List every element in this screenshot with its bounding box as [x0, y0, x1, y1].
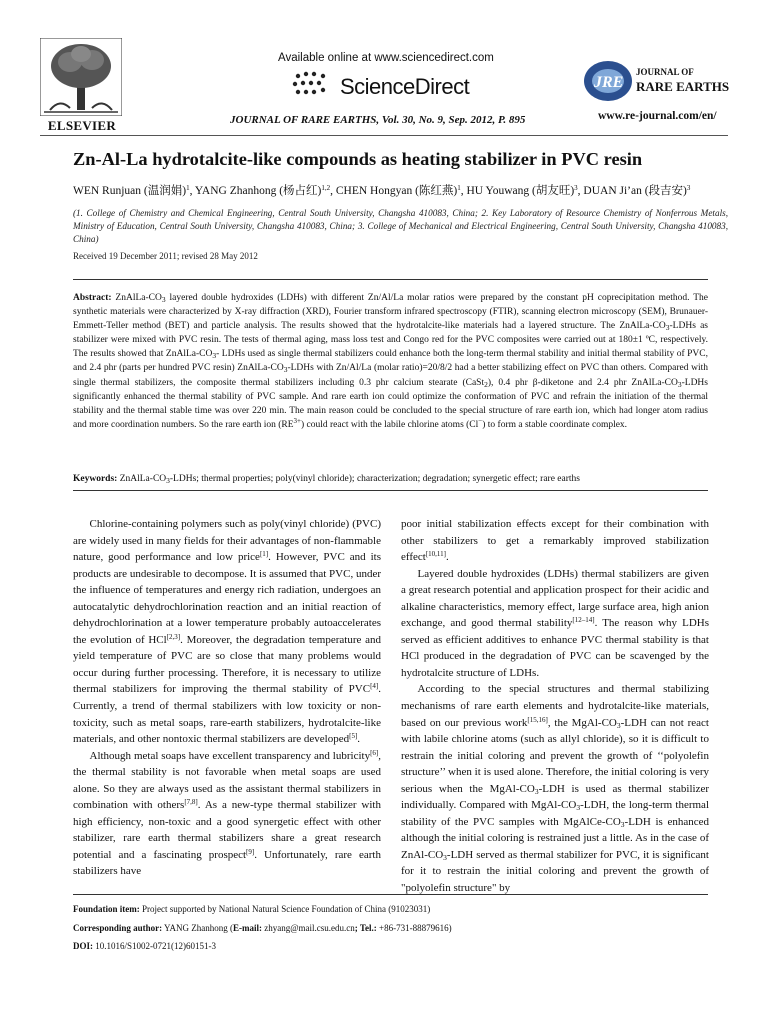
- subscript: 3: [677, 379, 682, 389]
- author-name: , CHEN Hongyan (陈红燕): [330, 185, 458, 197]
- body-paragraph: [73, 748, 381, 880]
- journal-rare-earths-logo: [582, 55, 732, 105]
- subscript: 3: [283, 365, 288, 375]
- journal-header: [0, 0, 768, 140]
- body-text: , the thermal stability is not favorable when metal soaps are used alone. So they are always used as the assistant thermal stabilizers in combination with others: [73, 749, 381, 812]
- subscript: 3: [665, 323, 670, 333]
- received-dates: Received 19 December 2011; revised 28 May 2012: [73, 251, 258, 261]
- subscript: 2: [484, 379, 488, 389]
- funding-note: [73, 900, 708, 919]
- header-divider: [40, 135, 728, 136]
- citation-ref[interactable]: [1]: [259, 550, 269, 559]
- body-text: -LDH can not react with labile chlorine atoms (such as allyl chloride), so it is difficult to restrain the initial coloring and prevent the growth of ‘‘polyolefin structure’’ when it is used alone. Therefore, the initial coloring is very serious when the MgAl-CO: [401, 716, 709, 795]
- svg-text:JRE: JRE: [594, 74, 624, 91]
- body-text: -LDH is enhanced although the initial coloring is restrained just a little. As in the case of ZnAl-CO: [401, 815, 709, 861]
- citation-ref[interactable]: [7,8]: [184, 798, 198, 807]
- abstract-text: ) could react with the labile chlorine atoms (Cl: [301, 419, 479, 430]
- abstract-text: ZnAlLa-CO: [111, 293, 162, 303]
- body-paragraph: [401, 566, 709, 682]
- author-affiliation-ref: 1,2: [321, 184, 331, 192]
- abstract-text: - LDHs used as single thermal stabilizers could enhance both the long-term thermal stability and initial thermal stability of PVC, and 2.4 phr (parts per hundred PVC resin) ZnAlLa-CO: [73, 349, 708, 374]
- body-text: . Currently, a trend of thermal stabilizers with low toxicity or non-toxicity, such as metal soaps, rare-earth stabilizers, hydrotalcite-like materials, and other nontoxic thermal stabilizers are developed: [73, 683, 381, 746]
- sciencedirect-logo-icon: [290, 68, 334, 98]
- body-column-left: [73, 516, 381, 880]
- footnote-divider: [73, 894, 708, 895]
- body-text: .: [357, 733, 361, 746]
- author-name: , YANG Zhanhong (杨占红): [189, 185, 322, 197]
- author-name: , DUAN Ji’an (段吉安): [577, 185, 687, 197]
- email-label: E-mail:: [233, 922, 263, 933]
- abstract-top-rule: [73, 279, 708, 280]
- body-text: -LDH served as thermal stabilizer for PVC, it is significant for it to restrain the initial coloring and prevent the growth of "polyolefin structure" by: [401, 848, 709, 895]
- citation-ref[interactable]: [9]: [246, 847, 255, 856]
- keywords-text: ZnAlLa-CO: [117, 474, 167, 484]
- tel-label: ; Tel.:: [354, 922, 377, 933]
- abstract-label: Abstract:: [73, 293, 112, 303]
- body-text: . Unfortunately, rare earth stabilizers have: [73, 848, 381, 878]
- body-text: Chlorine-containing polymers such as poly(vinyl chloride) (PVC) are widely used in many fields for their advantages of non-flammable nature, good performance and low price: [73, 518, 381, 564]
- body-column-right: [401, 516, 709, 897]
- author-name: WEN Runjuan (温润娟): [73, 185, 187, 197]
- subscript: 3: [443, 852, 447, 862]
- corresponding-author-note: [73, 919, 708, 938]
- body-text: .: [446, 551, 449, 564]
- author-affiliation-ref: 3: [686, 184, 691, 192]
- funding-label: Foundation item:: [73, 904, 140, 914]
- doi-note: [73, 937, 708, 956]
- author-affiliation-ref: 1: [457, 184, 461, 192]
- telephone-number: +86-731-88879616): [376, 922, 452, 933]
- doi-label: DOI:: [73, 941, 93, 951]
- body-text: . However, PVC and its products are undesirable to decompose. It is assumed that PVC, under the influence of temperatures and energy rich radiation, undergoes an autocatalytic dehydrochlorination reaction and an initial reaction of dehydrochlorination at a lower temperature probably autoaccelerates the evolution of HCl: [73, 551, 381, 646]
- journal-citation: JOURNAL OF RARE EARTHS, Vol. 30, No. 9, Sep. 2012, P. 895: [230, 114, 526, 126]
- body-paragraph: [401, 516, 709, 566]
- author-affiliation-ref: 1: [186, 184, 190, 192]
- available-online-text: Available online at www.sciencedirect.com: [278, 52, 494, 64]
- body-text: -LDH is used as thermal stabilizer individually. Compared with MgAl-CO: [401, 782, 709, 812]
- subscript: 3: [166, 476, 170, 485]
- elsevier-tree-logo: [40, 38, 122, 116]
- author-list: [73, 182, 690, 198]
- citation-ref[interactable]: [6]: [370, 748, 379, 757]
- abstract-text: ) to form a stable coordinate complex.: [482, 419, 628, 430]
- journal-logo-line1: JOURNAL OF: [636, 67, 694, 77]
- body-text: -LDH, the long-term thermal stability of the PVC samples with MgAlCe-CO: [401, 799, 709, 828]
- keywords-text: -LDHs; thermal properties; poly(vinyl chloride); characterization; degradation; synergetic effect; rare earths: [169, 474, 580, 484]
- body-text: , the MgAl-CO: [547, 716, 617, 729]
- body-paragraph: [401, 681, 709, 896]
- corresponding-author-name: YANG Zhanhong (: [162, 922, 234, 933]
- affiliations: (1. College of Chemistry and Chemical Engineering, Central South University, Changsha 410083, China; 2. Key Laboratory of Resource Chemistry of Nonferrous Metals, Ministry of Education, Central South University, Changsha 410083, China; 3. College of Mechanical and Electrical Engineering, Central South University, Changsha 410083, China): [73, 208, 728, 244]
- body-text: poor initial stabilization effects except for their combination with other stabilizers to get a remarkably improved stabilization effect: [401, 518, 709, 564]
- journal-logo-line2: RARE EARTHS: [636, 79, 730, 94]
- citation-ref[interactable]: [12–14]: [572, 616, 595, 625]
- keywords: [73, 472, 708, 486]
- subscript: 3: [576, 803, 581, 813]
- body-text: According to the special structures and thermal stabilizing mechanisms of rare earth elements and hydrotalcite-like materials, based on our previous work: [401, 683, 709, 729]
- subscript: 3: [212, 351, 217, 361]
- email-address[interactable]: zhyang@mail.csu.edu.cn: [262, 922, 355, 933]
- citation-ref[interactable]: [4]: [370, 682, 379, 691]
- body-text: Although metal soaps have excellent transparency and lubricity: [89, 749, 371, 762]
- abstract: [73, 291, 708, 432]
- abstract-text: -LDHs significantly enhanced the thermal stability of PVC sample. And rare earth ion could optimize the conformation of PVC and refrain the initiation of the thermal stability and the thermal stable time was over 220 min. The main reason could be concluded to the special structure of rare earth ion, which had longer atom radius and more coordination numbers. So the rare earth ion (RE: [73, 377, 708, 430]
- superscript: 3+: [293, 416, 301, 425]
- abstract-text: ), 0.4 phr β-diketone and 2.4 phr ZnAlLa-CO: [487, 377, 678, 388]
- subscript: 3: [161, 295, 166, 304]
- article-title: Zn-Al-La hydrotalcite-like compounds as heating stabilizer in PVC resin: [73, 149, 643, 169]
- citation-ref[interactable]: [15,16]: [527, 715, 548, 724]
- footnotes: [73, 900, 708, 956]
- corresponding-author-label: Corresponding author:: [73, 922, 163, 933]
- abstract-bottom-rule: [73, 490, 708, 491]
- subscript: 3: [620, 819, 625, 829]
- sciencedirect-wordmark: ScienceDirect: [340, 74, 470, 99]
- abstract-text: -LDHs as stabilizer were mixed with PVC resin. The tests of thermal aging, mass loss test and Congo red for the PVC composites were carried out at 180±1 ºC, respectively. The results showed that ZnAlLa-CO: [73, 321, 708, 360]
- journal-url[interactable]: www.re-journal.com/en/: [598, 110, 717, 122]
- body-text: . As a new-type thermal stabilizer with high efficiency, non-toxic and a good synergetic effect with other stabilizer, rare earth thermal stabilizers share a great research potential and a fascinating prospect: [73, 799, 381, 861]
- subscript: 3: [534, 786, 539, 796]
- abstract-text: layered double hydroxides (LDHs) with different Zn/Al/La molar ratios were prepared by the constant pH coprecipitation method. The synthetic materials were characterized by X-ray diffraction (XRD), Fourier transform infrared spectroscopy (FTIR), scanning electron microscopy (SEM), Brunauer-Emmett-Teller method (BET) and particle analysis. The results showed that the hydrotalcite-like materials had a layered structure. The ZnAlLa-CO: [73, 293, 708, 332]
- funding-text: Project supported by National Natural Science Foundation of China (91023031): [139, 904, 431, 914]
- body-text: . The reason why LDHs served as efficient additives to enhance PVC thermal stability is that HCl produced in the degradation of PVC can be scavenged by the hydrotalcite structure of LDHs.: [401, 617, 709, 679]
- citation-ref[interactable]: [2,3]: [166, 632, 181, 641]
- citation-ref[interactable]: [10,11]: [425, 550, 446, 559]
- body-paragraph: [73, 516, 381, 748]
- superscript: −: [478, 416, 483, 425]
- body-text: . Moreover, the degradation temperature and yield temperature of PVC are so close that many problems would occur during further processing. Therefore, it is necessary to utilize thermal stabilizers for improving the thermal stability of PVC: [73, 633, 381, 696]
- keywords-label: Keywords:: [73, 474, 118, 484]
- elsevier-wordmark: ELSEVIER: [47, 118, 117, 133]
- doi-value[interactable]: 10.1016/S1002-0721(12)60151-3: [93, 941, 216, 951]
- author-affiliation-ref: 3: [574, 184, 578, 192]
- author-name: , HU Youwang (胡友旺): [460, 185, 575, 197]
- citation-ref[interactable]: [5]: [349, 732, 358, 741]
- subscript: 3: [616, 720, 621, 730]
- abstract-text: -LDHs with Zn/Al/La (molar ratio)=20/8/2 had a better stabilizing effect on PVC than others. Compared with single thermal stabilizers, the composite thermal stabilizers including 0.3 phr calcium stearate (CaSt: [73, 363, 708, 388]
- body-text: Layered double hydroxides (LDHs) thermal stabilizers are given a great research potential and application prospect for their acidic and alkaline characteristics, memory effect, large surface area, high anion exchange, and good thermal stability: [401, 567, 709, 630]
